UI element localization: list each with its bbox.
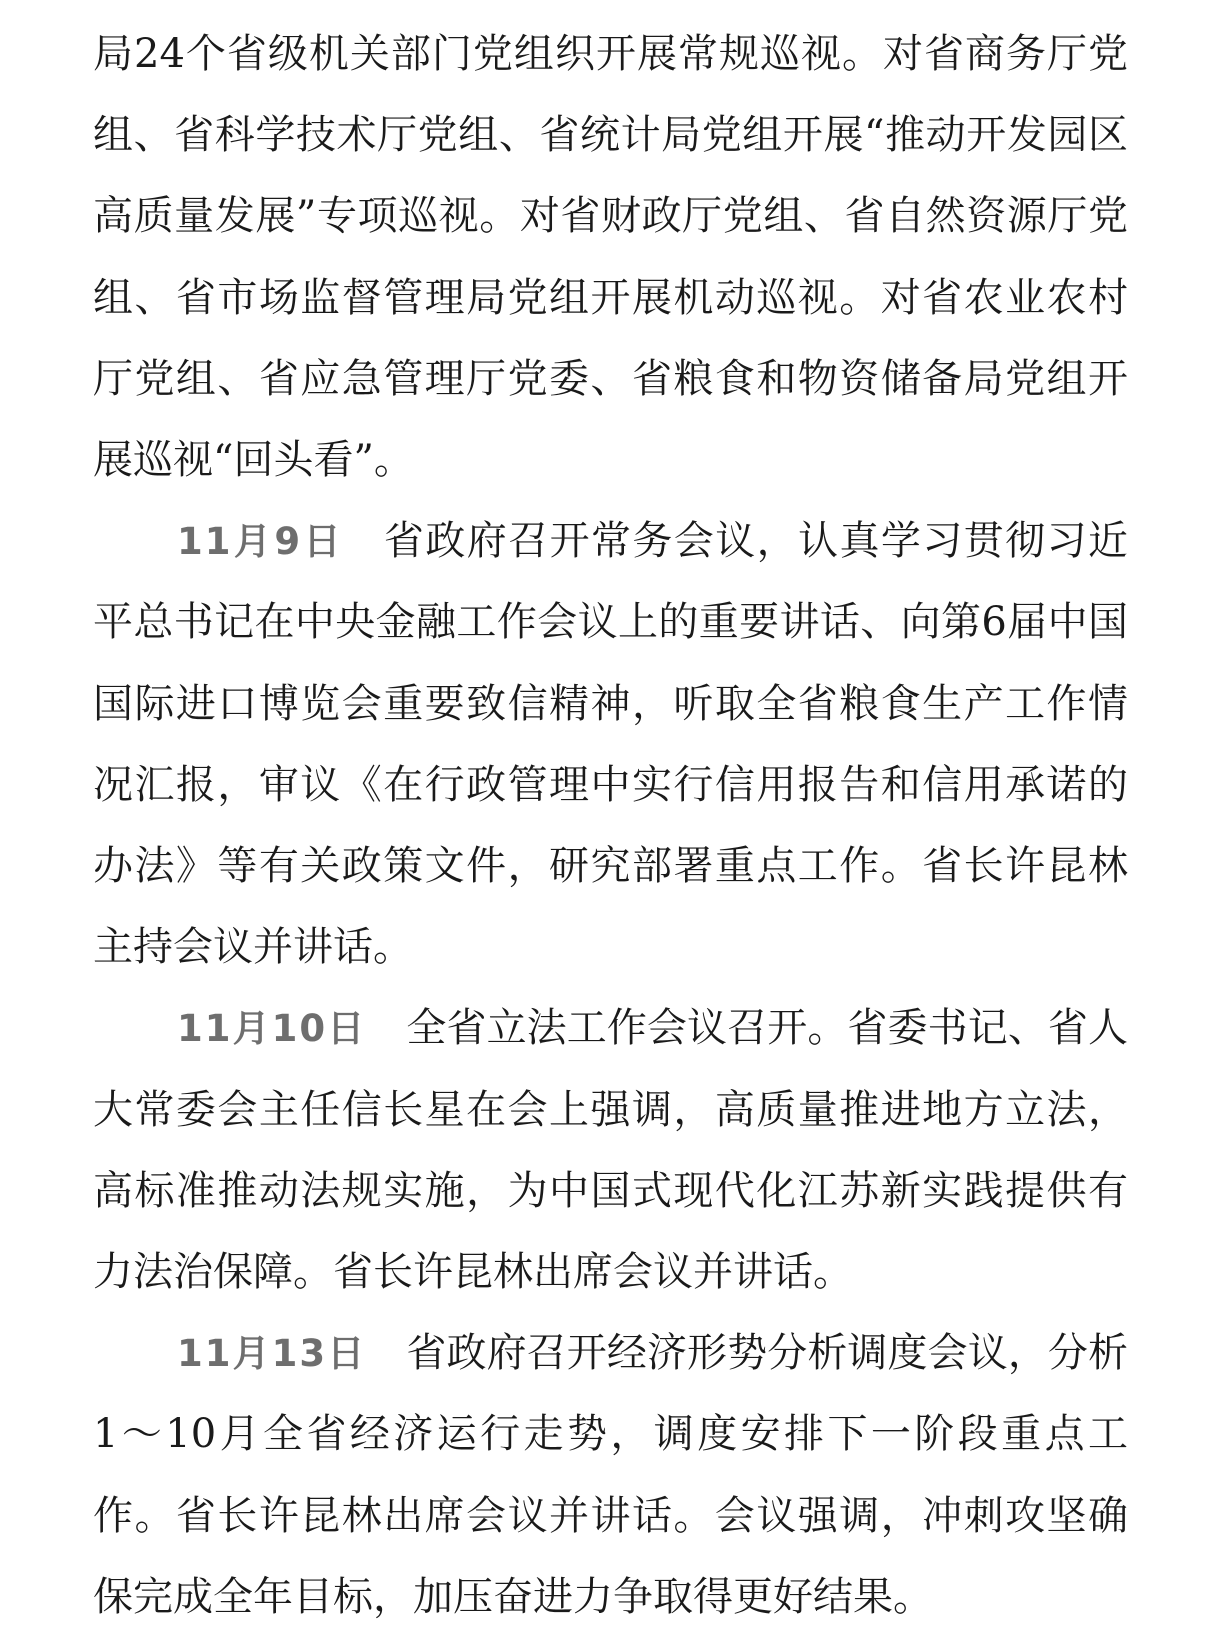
entry-date: 11月10日 xyxy=(177,1007,367,1051)
entry-nov-10 xyxy=(93,988,1128,1313)
entry-text: 省政府召开经济形势分析调度会议，分析1～10月全省经济运行走势，调度安排下一阶段重点工作。省长许昆林出席会议并讲话。会议强调，冲刺攻坚确保完成全年目标，加压奋进力争取得更好结果。 xyxy=(93,1330,1129,1620)
entry-date: 11月13日 xyxy=(177,1332,367,1376)
entry-nov-9 xyxy=(93,501,1128,988)
entry-continued xyxy=(93,14,1128,501)
entry-text: 全省立法工作会议召开。省委书记、省人大常委会主任信长星在会上强调，高质量推进地方立法，高标准推动法规实施，为中国式现代化江苏新实践提供有力法治保障。省长许昆林出席会议并讲话。 xyxy=(93,1005,1129,1296)
document-page xyxy=(93,14,1128,1638)
entry-nov-13 xyxy=(93,1313,1128,1638)
entry-text: 省政府召开常务会议，认真学习贯彻习近平总书记在中央金融工作会议上的重要讲话、向第6届中国国际进口博览会重要致信精神，听取全省粮食生产工作情况汇报，审议《在行政管理中实行信用报告和信用承诺的办法》等有关政策文件，研究部署重点工作。省长许昆林主持会议并讲话。 xyxy=(93,518,1129,971)
entry-date: 11月9日 xyxy=(177,520,344,564)
entry-text: 局24个省级机关部门党组织开展常规巡视。对省商务厅党组、省科学技术厅党组、省统计局党组开展“推动开发园区高质量发展”专项巡视。对省财政厅党组、省自然资源厅党组、省市场监督管理局党组开展机动巡视。对省农业农村厅党组、省应急管理厅党委、省粮食和物资储备局党组开展巡视“回头看”。 xyxy=(93,31,1128,484)
